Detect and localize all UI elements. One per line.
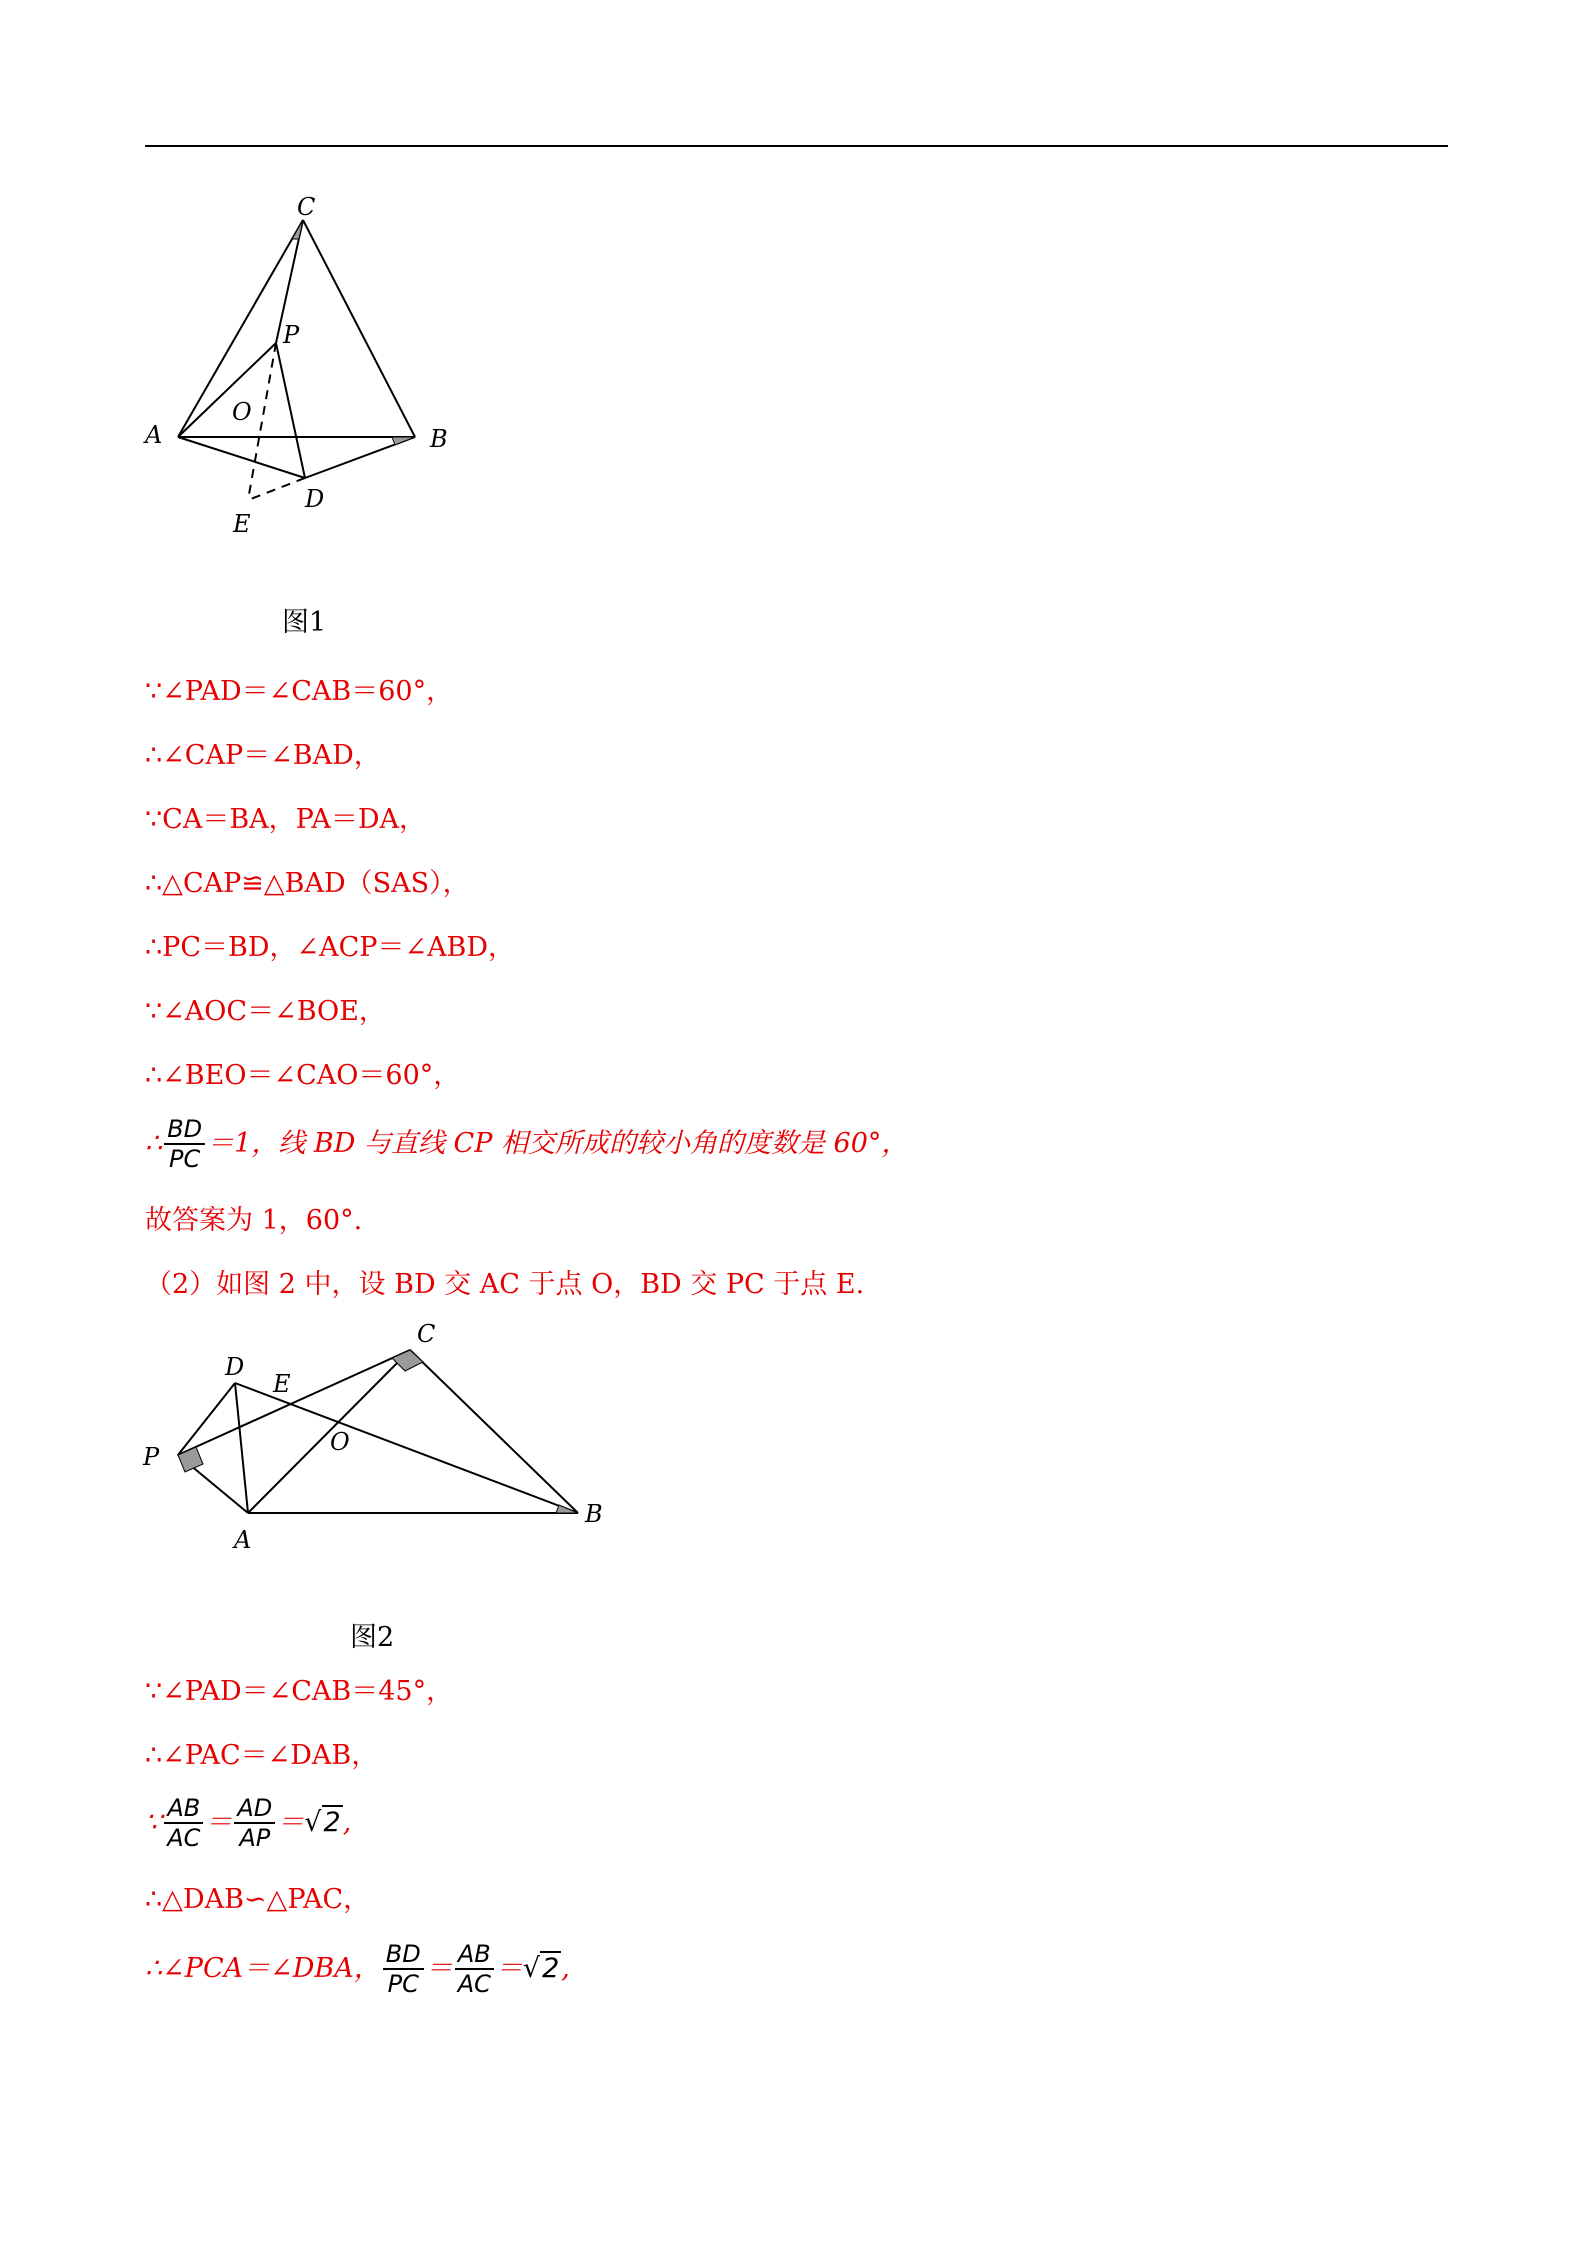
label-B: B — [430, 425, 448, 453]
label-E: E — [233, 510, 251, 538]
label-A: A — [234, 1526, 252, 1554]
label-C: C — [417, 1320, 436, 1348]
figure-2-caption: 图2 — [350, 1622, 395, 1653]
solution-line-14: ∴△DAB∽△PAC， — [145, 1884, 371, 1915]
solution-line-13 — [145, 1794, 351, 1852]
fraction-ab-ac — [455, 1940, 494, 1998]
fraction-numerator: BD — [164, 1115, 205, 1145]
angle-mark-C — [292, 220, 303, 239]
figure-2-diagram — [140, 1320, 620, 1560]
figure-1 — [140, 195, 480, 555]
segment-DB — [235, 1383, 578, 1513]
solution-line-12: ∴∠PAC＝∠DAB， — [145, 1740, 379, 1771]
label-E: E — [273, 1370, 291, 1398]
solution-line-1: ∵∠PAD＝∠CAB＝60°， — [145, 676, 454, 707]
line-13-end: , — [342, 1807, 352, 1838]
solution-line-11: ∵∠PAD＝∠CAB＝45°， — [145, 1676, 454, 1707]
segment-PD — [276, 343, 305, 478]
solution-line-15 — [145, 1940, 570, 1998]
fraction-numerator: AD — [234, 1794, 275, 1824]
solution-line-2: ∴∠CAP＝∠BAD， — [145, 740, 381, 771]
header-rule — [145, 145, 1448, 147]
solution-line-7: ∴∠BEO＝∠CAO＝60°， — [145, 1060, 461, 1091]
equals-sign: ＝ — [205, 1807, 233, 1838]
fraction-denominator: AC — [457, 1970, 491, 1998]
label-O: O — [232, 398, 252, 426]
line-13-prefix: ∵ — [145, 1807, 163, 1838]
line-15-end: , — [561, 1953, 570, 1984]
fraction-denominator: PC — [387, 1970, 419, 1998]
equals-sign: ＝ — [425, 1953, 453, 1984]
label-D: D — [225, 1353, 245, 1381]
solution-line-5: ∴PC＝BD，∠ACP＝∠ABD， — [145, 932, 516, 963]
fraction-numerator: AB — [164, 1794, 203, 1824]
line-8-suffix: ＝1，线 BD 与直线 CP 相交所成的较小角的度数是 60°， — [207, 1128, 909, 1159]
figure-1-caption: 图1 — [282, 607, 327, 638]
fraction-numerator: AB — [455, 1940, 494, 1970]
segment-PC — [178, 1350, 410, 1455]
sqrt-radicand: 2 — [542, 1953, 560, 1984]
fraction-denominator: AC — [167, 1824, 201, 1852]
figure-1-diagram — [140, 195, 480, 555]
sqrt-2 — [523, 1952, 561, 1986]
segment-AD — [178, 437, 305, 478]
label-D: D — [305, 485, 325, 513]
label-P: P — [143, 1443, 160, 1471]
sqrt-radicand: 2 — [323, 1807, 341, 1838]
solution-line-8 — [145, 1115, 908, 1173]
equals-sign: ＝ — [277, 1807, 305, 1838]
segment-PD — [178, 1383, 235, 1455]
segment-CB — [303, 220, 415, 437]
solution-line-4: ∴△CAP≌△BAD（SAS）， — [145, 868, 470, 899]
fraction-bd-pc — [164, 1115, 205, 1173]
label-O: O — [330, 1428, 350, 1456]
line-15-prefix: ∴∠PCA＝∠DBA， — [145, 1953, 381, 1984]
label-B: B — [585, 1500, 603, 1528]
solution-line-6: ∵∠AOC＝∠BOE， — [145, 996, 386, 1027]
figure-2 — [140, 1320, 620, 1560]
fraction-denominator: AP — [239, 1824, 271, 1852]
sqrt-sign: √ — [522, 1953, 541, 1984]
segment-DA — [235, 1383, 248, 1513]
solution-line-10: （2）如图 2 中，设 BD 交 AC 于点 O，BD 交 PC 于点 E. — [145, 1269, 865, 1300]
solution-line-9: 故答案为 1，60°. — [145, 1205, 363, 1236]
fraction-denominator: PC — [169, 1145, 201, 1173]
fraction-ab-ac — [164, 1794, 203, 1852]
angle-mark-B — [392, 437, 415, 445]
fraction-ad-ap — [234, 1794, 275, 1852]
sqrt-2 — [304, 1806, 342, 1840]
segment-DE-dashed — [248, 478, 305, 500]
sqrt-sign: √ — [304, 1807, 322, 1838]
equals-sign: ＝ — [495, 1953, 523, 1984]
fraction-numerator: BD — [383, 1940, 424, 1970]
label-A: A — [145, 421, 163, 449]
label-P: P — [283, 321, 300, 349]
segment-CB — [410, 1350, 578, 1513]
solution-line-3: ∵CA＝BA，PA＝DA， — [145, 804, 427, 835]
label-C: C — [297, 195, 316, 221]
line-8-prefix: ∴ — [145, 1128, 163, 1159]
fraction-bd-pc — [383, 1940, 424, 1998]
right-angle-mark-C — [392, 1350, 423, 1371]
